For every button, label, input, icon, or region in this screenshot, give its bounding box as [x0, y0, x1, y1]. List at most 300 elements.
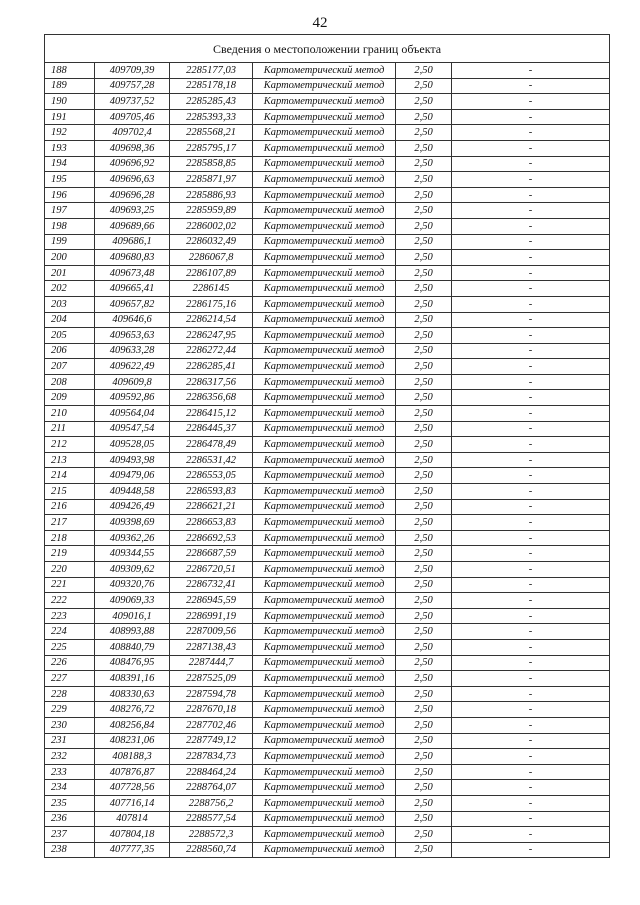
table-title-row [45, 35, 610, 63]
table-row [45, 780, 610, 796]
description-cell: - [452, 811, 610, 827]
accuracy-cell: 2,50 [396, 546, 452, 562]
description-cell: - [452, 749, 610, 765]
point-number-cell: 190 [45, 94, 95, 110]
accuracy-cell: 2,50 [396, 795, 452, 811]
accuracy-cell: 2,50 [396, 515, 452, 531]
y-coordinate-cell: 2288764,07 [170, 780, 253, 796]
method-cell: Картометрический метод [253, 655, 396, 671]
accuracy-cell: 2,50 [396, 530, 452, 546]
table-row [45, 593, 610, 609]
point-number-cell: 223 [45, 608, 95, 624]
x-coordinate-cell: 408330,63 [95, 686, 170, 702]
point-number-cell: 233 [45, 764, 95, 780]
point-number-cell: 216 [45, 499, 95, 515]
method-cell: Картометрический метод [253, 608, 396, 624]
table-row [45, 811, 610, 827]
method-cell: Картометрический метод [253, 593, 396, 609]
table-row [45, 842, 610, 858]
y-coordinate-cell: 2286415,12 [170, 406, 253, 422]
table-row [45, 437, 610, 453]
table-row [45, 546, 610, 562]
description-cell: - [452, 78, 610, 94]
point-number-cell: 210 [45, 406, 95, 422]
accuracy-cell: 2,50 [396, 452, 452, 468]
y-coordinate-cell: 2287702,46 [170, 717, 253, 733]
x-coordinate-cell: 409686,1 [95, 234, 170, 250]
description-cell: - [452, 172, 610, 188]
accuracy-cell: 2,50 [396, 733, 452, 749]
method-cell: Картометрический метод [253, 296, 396, 312]
x-coordinate-cell: 407777,35 [95, 842, 170, 858]
point-number-cell: 189 [45, 78, 95, 94]
x-coordinate-cell: 409657,82 [95, 296, 170, 312]
table-row [45, 499, 610, 515]
accuracy-cell: 2,50 [396, 328, 452, 344]
point-number-cell: 236 [45, 811, 95, 827]
method-cell: Картометрический метод [253, 140, 396, 156]
point-number-cell: 237 [45, 827, 95, 843]
x-coordinate-cell: 409528,05 [95, 437, 170, 453]
y-coordinate-cell: 2286317,56 [170, 374, 253, 390]
description-cell: - [452, 281, 610, 297]
x-coordinate-cell: 409646,6 [95, 312, 170, 328]
x-coordinate-cell: 409696,92 [95, 156, 170, 172]
x-coordinate-cell: 409702,4 [95, 125, 170, 141]
method-cell: Картометрический метод [253, 63, 396, 79]
table-row [45, 63, 610, 79]
y-coordinate-cell: 2286214,54 [170, 312, 253, 328]
method-cell: Картометрический метод [253, 218, 396, 234]
table-row [45, 452, 610, 468]
y-coordinate-cell: 2287525,09 [170, 671, 253, 687]
y-coordinate-cell: 2287009,56 [170, 624, 253, 640]
description-cell: - [452, 265, 610, 281]
point-number-cell: 207 [45, 359, 95, 375]
table-row [45, 530, 610, 546]
x-coordinate-cell: 409564,04 [95, 406, 170, 422]
y-coordinate-cell: 2286145 [170, 281, 253, 297]
table-row [45, 577, 610, 593]
table-row [45, 328, 610, 344]
y-coordinate-cell: 2286478,49 [170, 437, 253, 453]
method-cell: Картометрический метод [253, 468, 396, 484]
accuracy-cell: 2,50 [396, 499, 452, 515]
point-number-cell: 234 [45, 780, 95, 796]
table-row [45, 94, 610, 110]
description-cell: - [452, 374, 610, 390]
table-row [45, 390, 610, 406]
point-number-cell: 217 [45, 515, 95, 531]
accuracy-cell: 2,50 [396, 686, 452, 702]
method-cell: Картометрический метод [253, 234, 396, 250]
y-coordinate-cell: 2286445,37 [170, 421, 253, 437]
accuracy-cell: 2,50 [396, 562, 452, 578]
method-cell: Картометрический метод [253, 577, 396, 593]
x-coordinate-cell: 407728,56 [95, 780, 170, 796]
description-cell: - [452, 764, 610, 780]
table-row [45, 281, 610, 297]
point-number-cell: 197 [45, 203, 95, 219]
description-cell: - [452, 515, 610, 531]
table-row [45, 234, 610, 250]
method-cell: Картометрический метод [253, 484, 396, 500]
y-coordinate-cell: 2286107,89 [170, 265, 253, 281]
description-cell: - [452, 468, 610, 484]
method-cell: Картометрический метод [253, 94, 396, 110]
x-coordinate-cell: 409016,1 [95, 608, 170, 624]
y-coordinate-cell: 2286720,51 [170, 562, 253, 578]
x-coordinate-cell: 409737,52 [95, 94, 170, 110]
description-cell: - [452, 187, 610, 203]
accuracy-cell: 2,50 [396, 811, 452, 827]
accuracy-cell: 2,50 [396, 156, 452, 172]
accuracy-cell: 2,50 [396, 374, 452, 390]
table-row [45, 608, 610, 624]
point-number-cell: 235 [45, 795, 95, 811]
x-coordinate-cell: 409680,83 [95, 250, 170, 266]
y-coordinate-cell: 2286991,19 [170, 608, 253, 624]
table-row [45, 374, 610, 390]
point-number-cell: 204 [45, 312, 95, 328]
y-coordinate-cell: 2286732,41 [170, 577, 253, 593]
table-row [45, 109, 610, 125]
accuracy-cell: 2,50 [396, 296, 452, 312]
x-coordinate-cell: 409069,33 [95, 593, 170, 609]
x-coordinate-cell: 407814 [95, 811, 170, 827]
accuracy-cell: 2,50 [396, 125, 452, 141]
y-coordinate-cell: 2286945,59 [170, 593, 253, 609]
description-cell: - [452, 203, 610, 219]
x-coordinate-cell: 409362,26 [95, 530, 170, 546]
point-number-cell: 221 [45, 577, 95, 593]
x-coordinate-cell: 409448,58 [95, 484, 170, 500]
table-row [45, 312, 610, 328]
point-number-cell: 195 [45, 172, 95, 188]
x-coordinate-cell: 408188,3 [95, 749, 170, 765]
method-cell: Картометрический метод [253, 406, 396, 422]
y-coordinate-cell: 2286621,21 [170, 499, 253, 515]
point-number-cell: 222 [45, 593, 95, 609]
method-cell: Картометрический метод [253, 717, 396, 733]
accuracy-cell: 2,50 [396, 343, 452, 359]
x-coordinate-cell: 409633,28 [95, 343, 170, 359]
point-number-cell: 230 [45, 717, 95, 733]
accuracy-cell: 2,50 [396, 421, 452, 437]
accuracy-cell: 2,50 [396, 140, 452, 156]
point-number-cell: 226 [45, 655, 95, 671]
page-number: 42 [312, 15, 328, 31]
table-row [45, 296, 610, 312]
description-cell: - [452, 156, 610, 172]
y-coordinate-cell: 2286002,02 [170, 218, 253, 234]
point-number-cell: 220 [45, 562, 95, 578]
y-coordinate-cell: 2286653,83 [170, 515, 253, 531]
point-number-cell: 201 [45, 265, 95, 281]
description-cell: - [452, 359, 610, 375]
table-row [45, 764, 610, 780]
accuracy-cell: 2,50 [396, 702, 452, 718]
table-row [45, 468, 610, 484]
x-coordinate-cell: 409493,98 [95, 452, 170, 468]
point-number-cell: 202 [45, 281, 95, 297]
point-number-cell: 191 [45, 109, 95, 125]
x-coordinate-cell: 409320,76 [95, 577, 170, 593]
accuracy-cell: 2,50 [396, 281, 452, 297]
description-cell: - [452, 624, 610, 640]
x-coordinate-cell: 407804,18 [95, 827, 170, 843]
table-row [45, 827, 610, 843]
x-coordinate-cell: 409344,55 [95, 546, 170, 562]
table-row [45, 717, 610, 733]
description-cell: - [452, 94, 610, 110]
y-coordinate-cell: 2286692,53 [170, 530, 253, 546]
x-coordinate-cell: 409705,46 [95, 109, 170, 125]
point-number-cell: 218 [45, 530, 95, 546]
description-cell: - [452, 546, 610, 562]
accuracy-cell: 2,50 [396, 468, 452, 484]
table-row [45, 749, 610, 765]
accuracy-cell: 2,50 [396, 842, 452, 858]
y-coordinate-cell: 2288560,74 [170, 842, 253, 858]
table-row [45, 655, 610, 671]
y-coordinate-cell: 2288577,54 [170, 811, 253, 827]
x-coordinate-cell: 408276,72 [95, 702, 170, 718]
description-cell: - [452, 608, 610, 624]
accuracy-cell: 2,50 [396, 218, 452, 234]
point-number-cell: 227 [45, 671, 95, 687]
y-coordinate-cell: 2286175,16 [170, 296, 253, 312]
accuracy-cell: 2,50 [396, 484, 452, 500]
description-cell: - [452, 452, 610, 468]
x-coordinate-cell: 409426,49 [95, 499, 170, 515]
description-cell: - [452, 63, 610, 79]
table-row [45, 265, 610, 281]
table-row [45, 515, 610, 531]
x-coordinate-cell: 409757,28 [95, 78, 170, 94]
x-coordinate-cell: 409309,62 [95, 562, 170, 578]
x-coordinate-cell: 409693,25 [95, 203, 170, 219]
accuracy-cell: 2,50 [396, 655, 452, 671]
method-cell: Картометрический метод [253, 702, 396, 718]
method-cell: Картометрический метод [253, 499, 396, 515]
description-cell: - [452, 234, 610, 250]
accuracy-cell: 2,50 [396, 78, 452, 94]
y-coordinate-cell: 2285568,21 [170, 125, 253, 141]
point-number-cell: 209 [45, 390, 95, 406]
method-cell: Картометрический метод [253, 827, 396, 843]
y-coordinate-cell: 2285795,17 [170, 140, 253, 156]
table-title: Сведения о местоположении границ объекта [45, 35, 610, 63]
description-cell: - [452, 218, 610, 234]
accuracy-cell: 2,50 [396, 764, 452, 780]
point-number-cell: 229 [45, 702, 95, 718]
table-row [45, 218, 610, 234]
accuracy-cell: 2,50 [396, 250, 452, 266]
description-cell: - [452, 484, 610, 500]
y-coordinate-cell: 2287834,73 [170, 749, 253, 765]
point-number-cell: 205 [45, 328, 95, 344]
method-cell: Картометрический метод [253, 312, 396, 328]
point-number-cell: 206 [45, 343, 95, 359]
table-row [45, 421, 610, 437]
point-number-cell: 192 [45, 125, 95, 141]
x-coordinate-cell: 409622,49 [95, 359, 170, 375]
boundary-coordinates-table [44, 34, 610, 858]
description-cell: - [452, 140, 610, 156]
x-coordinate-cell: 409547,54 [95, 421, 170, 437]
description-cell: - [452, 717, 610, 733]
description-cell: - [452, 421, 610, 437]
method-cell: Картометрический метод [253, 250, 396, 266]
description-cell: - [452, 562, 610, 578]
method-cell: Картометрический метод [253, 374, 396, 390]
description-cell: - [452, 655, 610, 671]
accuracy-cell: 2,50 [396, 187, 452, 203]
description-cell: - [452, 390, 610, 406]
method-cell: Картометрический метод [253, 452, 396, 468]
y-coordinate-cell: 2288572,3 [170, 827, 253, 843]
point-number-cell: 198 [45, 218, 95, 234]
table-row [45, 795, 610, 811]
accuracy-cell: 2,50 [396, 827, 452, 843]
y-coordinate-cell: 2287749,12 [170, 733, 253, 749]
description-cell: - [452, 577, 610, 593]
method-cell: Картометрический метод [253, 515, 396, 531]
x-coordinate-cell: 408840,79 [95, 639, 170, 655]
description-cell: - [452, 671, 610, 687]
method-cell: Картометрический метод [253, 764, 396, 780]
x-coordinate-cell: 407716,14 [95, 795, 170, 811]
table-row [45, 639, 610, 655]
y-coordinate-cell: 2287444,7 [170, 655, 253, 671]
table-row [45, 172, 610, 188]
method-cell: Картометрический метод [253, 562, 396, 578]
table-row [45, 203, 610, 219]
description-cell: - [452, 328, 610, 344]
accuracy-cell: 2,50 [396, 624, 452, 640]
table-row [45, 125, 610, 141]
x-coordinate-cell: 408993,88 [95, 624, 170, 640]
y-coordinate-cell: 2285871,97 [170, 172, 253, 188]
y-coordinate-cell: 2286067,8 [170, 250, 253, 266]
method-cell: Картометрический метод [253, 359, 396, 375]
method-cell: Картометрический метод [253, 281, 396, 297]
table-row [45, 156, 610, 172]
x-coordinate-cell: 409653,63 [95, 328, 170, 344]
point-number-cell: 232 [45, 749, 95, 765]
point-number-cell: 215 [45, 484, 95, 500]
y-coordinate-cell: 2286285,41 [170, 359, 253, 375]
description-cell: - [452, 780, 610, 796]
table-row [45, 140, 610, 156]
y-coordinate-cell: 2285285,43 [170, 94, 253, 110]
table-row [45, 624, 610, 640]
description-cell: - [452, 343, 610, 359]
table-row [45, 187, 610, 203]
table-row [45, 702, 610, 718]
table-row [45, 406, 610, 422]
point-number-cell: 213 [45, 452, 95, 468]
method-cell: Картометрический метод [253, 639, 396, 655]
method-cell: Картометрический метод [253, 437, 396, 453]
table-row [45, 562, 610, 578]
table-row [45, 250, 610, 266]
y-coordinate-cell: 2285959,89 [170, 203, 253, 219]
description-cell: - [452, 593, 610, 609]
y-coordinate-cell: 2286553,05 [170, 468, 253, 484]
method-cell: Картометрический метод [253, 78, 396, 94]
x-coordinate-cell: 409673,48 [95, 265, 170, 281]
method-cell: Картометрический метод [253, 390, 396, 406]
x-coordinate-cell: 408391,16 [95, 671, 170, 687]
accuracy-cell: 2,50 [396, 639, 452, 655]
accuracy-cell: 2,50 [396, 172, 452, 188]
table-row [45, 359, 610, 375]
description-cell: - [452, 795, 610, 811]
y-coordinate-cell: 2285393,33 [170, 109, 253, 125]
y-coordinate-cell: 2287138,43 [170, 639, 253, 655]
y-coordinate-cell: 2288756,2 [170, 795, 253, 811]
x-coordinate-cell: 409665,41 [95, 281, 170, 297]
method-cell: Картометрический метод [253, 156, 396, 172]
point-number-cell: 200 [45, 250, 95, 266]
method-cell: Картометрический метод [253, 109, 396, 125]
description-cell: - [452, 109, 610, 125]
x-coordinate-cell: 409689,66 [95, 218, 170, 234]
accuracy-cell: 2,50 [396, 359, 452, 375]
method-cell: Картометрический метод [253, 343, 396, 359]
method-cell: Картометрический метод [253, 187, 396, 203]
method-cell: Картометрический метод [253, 842, 396, 858]
method-cell: Картометрический метод [253, 671, 396, 687]
y-coordinate-cell: 2286247,95 [170, 328, 253, 344]
table-row [45, 343, 610, 359]
description-cell: - [452, 250, 610, 266]
x-coordinate-cell: 409709,39 [95, 63, 170, 79]
accuracy-cell: 2,50 [396, 265, 452, 281]
y-coordinate-cell: 2287594,78 [170, 686, 253, 702]
point-number-cell: 238 [45, 842, 95, 858]
point-number-cell: 203 [45, 296, 95, 312]
point-number-cell: 214 [45, 468, 95, 484]
method-cell: Картометрический метод [253, 530, 396, 546]
description-cell: - [452, 827, 610, 843]
description-cell: - [452, 530, 610, 546]
table-row [45, 733, 610, 749]
x-coordinate-cell: 409609,8 [95, 374, 170, 390]
point-number-cell: 211 [45, 421, 95, 437]
point-number-cell: 231 [45, 733, 95, 749]
y-coordinate-cell: 2285886,93 [170, 187, 253, 203]
point-number-cell: 194 [45, 156, 95, 172]
y-coordinate-cell: 2286531,42 [170, 452, 253, 468]
method-cell: Картометрический метод [253, 125, 396, 141]
y-coordinate-cell: 2286032,49 [170, 234, 253, 250]
point-number-cell: 188 [45, 63, 95, 79]
point-number-cell: 219 [45, 546, 95, 562]
description-cell: - [452, 296, 610, 312]
table-body [45, 63, 610, 858]
y-coordinate-cell: 2287670,18 [170, 702, 253, 718]
point-number-cell: 208 [45, 374, 95, 390]
y-coordinate-cell: 2286687,59 [170, 546, 253, 562]
x-coordinate-cell: 409696,63 [95, 172, 170, 188]
accuracy-cell: 2,50 [396, 593, 452, 609]
x-coordinate-cell: 409696,28 [95, 187, 170, 203]
method-cell: Картометрический метод [253, 780, 396, 796]
y-coordinate-cell: 2285858,85 [170, 156, 253, 172]
